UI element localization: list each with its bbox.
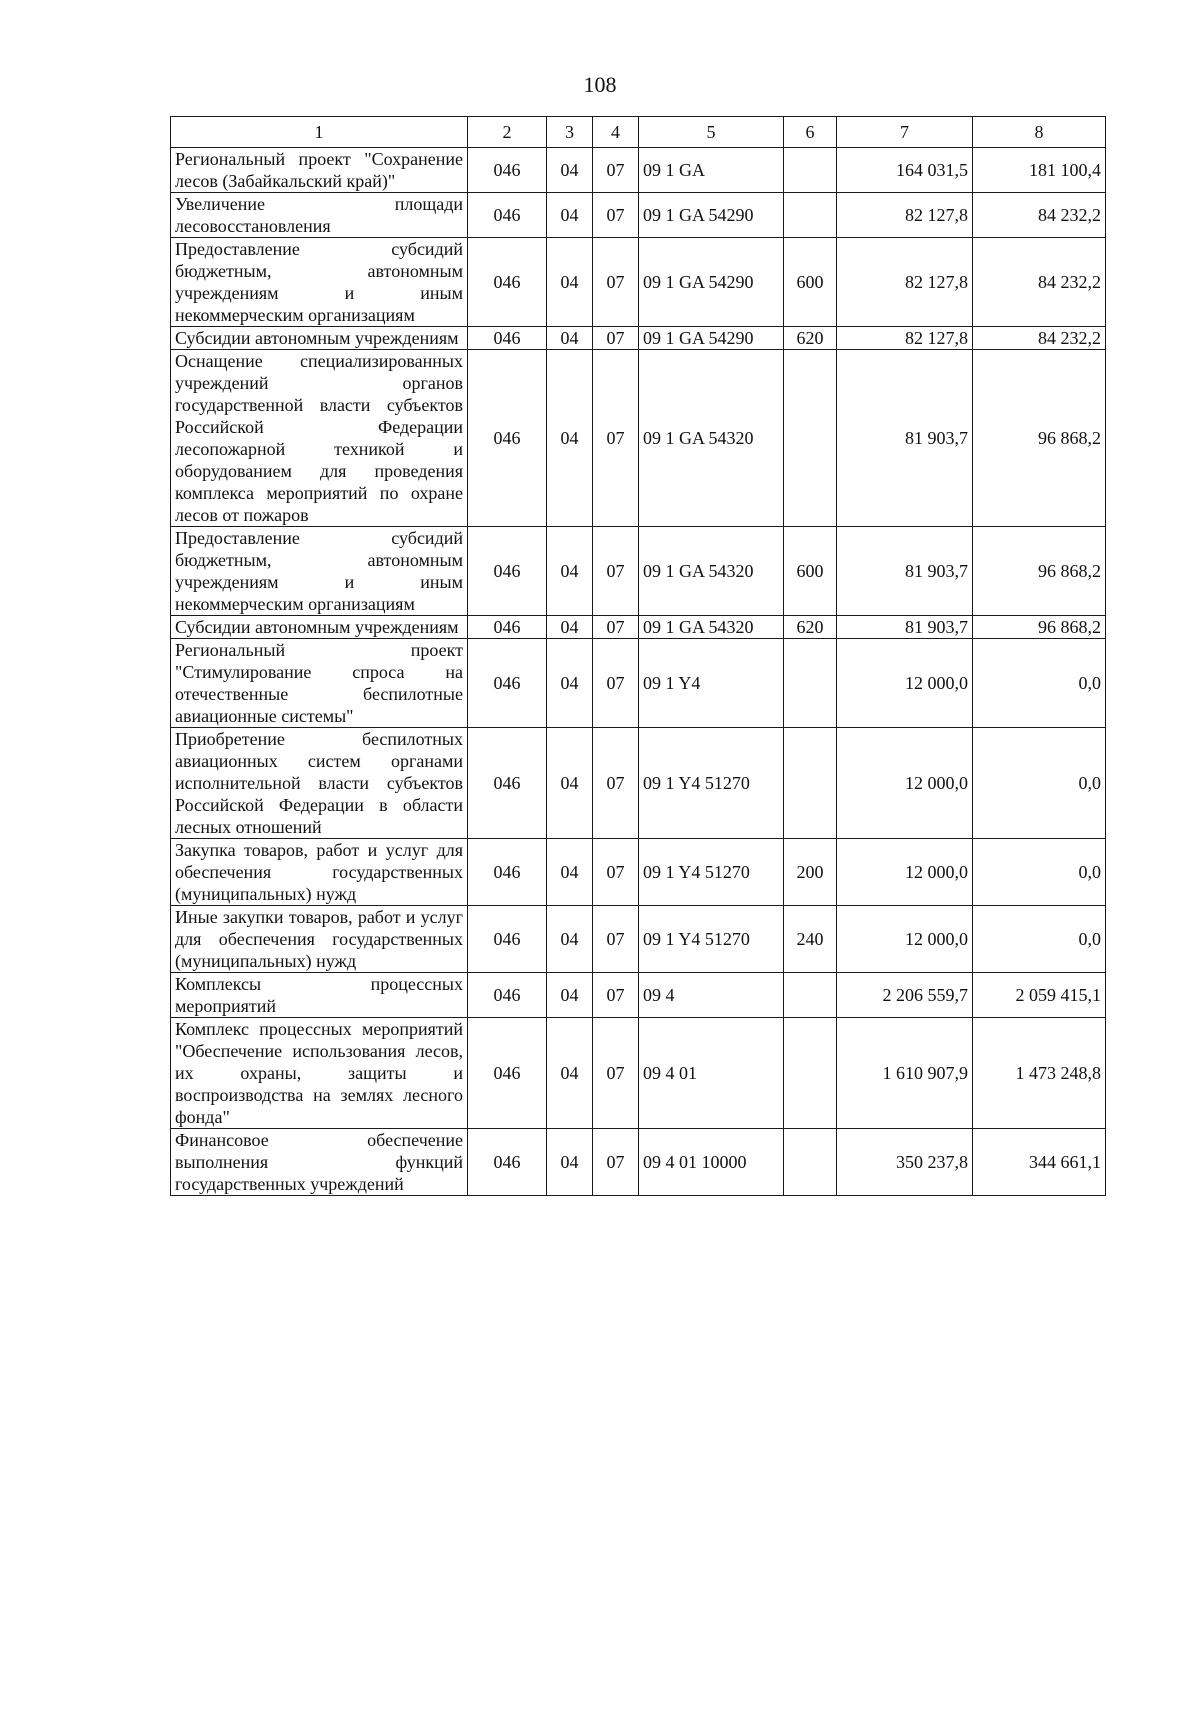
cell-col5: 09 1 GA 54320 [639,527,784,616]
cell-col2: 046 [468,839,547,906]
cell-col8: 96 868,2 [973,616,1106,639]
cell-col8: 344 661,1 [973,1129,1106,1196]
page-number: 108 [583,72,617,97]
table-row [171,238,1106,327]
cell-col7: 164 031,5 [837,148,973,193]
cell-col2: 046 [468,1129,547,1196]
table-row [171,193,1106,238]
cell-col8: 84 232,2 [973,238,1106,327]
column-header: 8 [973,117,1106,148]
cell-col2: 046 [468,973,547,1018]
cell-col2: 046 [468,350,547,527]
cell-col2: 046 [468,238,547,327]
cell-col5: 09 1 Y4 51270 [639,839,784,906]
cell-col2: 046 [468,193,547,238]
table-row [171,839,1106,906]
cell-col5: 09 1 Y4 51270 [639,906,784,973]
cell-col8: 0,0 [973,906,1106,973]
cell-col7: 12 000,0 [837,728,973,839]
cell-col5: 09 4 01 10000 [639,1129,784,1196]
cell-col6: 200 [784,839,837,906]
cell-col3: 04 [547,616,593,639]
cell-col2: 046 [468,527,547,616]
cell-col5: 09 1 Y4 [639,639,784,728]
column-header: 6 [784,117,837,148]
row-name: Субсидии автономным учреждениям [171,616,468,639]
cell-col8: 0,0 [973,639,1106,728]
column-header: 4 [593,117,639,148]
cell-col7: 81 903,7 [837,350,973,527]
table-row [171,327,1106,350]
cell-col2: 046 [468,148,547,193]
cell-col6 [784,148,837,193]
cell-col6 [784,1129,837,1196]
cell-col7: 81 903,7 [837,616,973,639]
cell-col7: 12 000,0 [837,639,973,728]
cell-col8: 0,0 [973,728,1106,839]
row-name: Региональный проект "Сохранение лесов (Забайкальский край)" [171,148,468,193]
cell-col4: 07 [593,327,639,350]
cell-col5: 09 1 Y4 51270 [639,728,784,839]
cell-col5: 09 1 GA 54320 [639,350,784,527]
cell-col3: 04 [547,350,593,527]
cell-col2: 046 [468,639,547,728]
cell-col4: 07 [593,148,639,193]
cell-col4: 07 [593,193,639,238]
cell-col5: 09 4 01 [639,1018,784,1129]
cell-col6: 600 [784,527,837,616]
row-name: Приобретение беспилотных авиационных систем органами исполнительной власти субъектов Российской Федерации в области лесных отношений [171,728,468,839]
cell-col7: 82 127,8 [837,327,973,350]
table-row [171,906,1106,973]
column-header: 7 [837,117,973,148]
cell-col7: 82 127,8 [837,193,973,238]
row-name: Комплексы процессных мероприятий [171,973,468,1018]
cell-col4: 07 [593,1129,639,1196]
cell-col7: 12 000,0 [837,839,973,906]
cell-col7: 2 206 559,7 [837,973,973,1018]
table-row [171,350,1106,527]
table-row [171,1018,1106,1129]
row-name: Комплекс процессных мероприятий "Обеспечение использования лесов, их охраны, защиты и воспроизводства на землях лесного фонда" [171,1018,468,1129]
cell-col3: 04 [547,238,593,327]
cell-col3: 04 [547,148,593,193]
cell-col6: 240 [784,906,837,973]
cell-col7: 82 127,8 [837,238,973,327]
cell-col5: 09 1 GA 54320 [639,616,784,639]
table-row [171,973,1106,1018]
cell-col4: 07 [593,527,639,616]
table-row [171,616,1106,639]
column-header: 5 [639,117,784,148]
row-name: Субсидии автономным учреждениям [171,327,468,350]
cell-col8: 0,0 [973,839,1106,906]
column-header: 1 [171,117,468,148]
cell-col8: 84 232,2 [973,193,1106,238]
cell-col7: 1 610 907,9 [837,1018,973,1129]
row-name: Предоставление субсидий бюджетным, автономным учреждениям и иным некоммерческим организациям [171,238,468,327]
cell-col4: 07 [593,616,639,639]
cell-col8: 84 232,2 [973,327,1106,350]
cell-col4: 07 [593,238,639,327]
cell-col4: 07 [593,839,639,906]
cell-col7: 81 903,7 [837,527,973,616]
cell-col3: 04 [547,327,593,350]
cell-col6: 600 [784,238,837,327]
cell-col3: 04 [547,906,593,973]
cell-col4: 07 [593,639,639,728]
cell-col8: 181 100,4 [973,148,1106,193]
cell-col5: 09 1 GA 54290 [639,327,784,350]
column-header: 3 [547,117,593,148]
cell-col8: 2 059 415,1 [973,973,1106,1018]
cell-col3: 04 [547,527,593,616]
cell-col6 [784,350,837,527]
table-row [171,639,1106,728]
budget-table [170,116,1106,1196]
cell-col6: 620 [784,327,837,350]
cell-col4: 07 [593,350,639,527]
table-row [171,1129,1106,1196]
cell-col2: 046 [468,616,547,639]
cell-col3: 04 [547,728,593,839]
cell-col3: 04 [547,1018,593,1129]
cell-col4: 07 [593,906,639,973]
table-body [171,148,1106,1196]
row-name: Оснащение специализированных учреждений органов государственной власти субъектов Российской Федерации лесопожарной техникой и оборудованием для проведения комплекса мероприятий по охране лесов от пожаров [171,350,468,527]
cell-col3: 04 [547,1129,593,1196]
cell-col2: 046 [468,906,547,973]
row-name: Финансовое обеспечение выполнения функций государственных учреждений [171,1129,468,1196]
cell-col8: 1 473 248,8 [973,1018,1106,1129]
cell-col7: 12 000,0 [837,906,973,973]
cell-col6 [784,1018,837,1129]
cell-col2: 046 [468,728,547,839]
row-name: Региональный проект "Стимулирование спроса на отечественные беспилотные авиационные системы" [171,639,468,728]
cell-col8: 96 868,2 [973,527,1106,616]
table-row [171,728,1106,839]
cell-col2: 046 [468,1018,547,1129]
cell-col3: 04 [547,839,593,906]
cell-col6 [784,973,837,1018]
row-name: Закупка товаров, работ и услуг для обеспечения государственных (муниципальных) нужд [171,839,468,906]
cell-col6 [784,728,837,839]
cell-col5: 09 4 [639,973,784,1018]
cell-col5: 09 1 GA 54290 [639,238,784,327]
row-name: Увеличение площади лесовосстановления [171,193,468,238]
cell-col5: 09 1 GA 54290 [639,193,784,238]
row-name: Иные закупки товаров, работ и услуг для обеспечения государственных (муниципальных) нужд [171,906,468,973]
cell-col3: 04 [547,639,593,728]
cell-col7: 350 237,8 [837,1129,973,1196]
table-row [171,148,1106,193]
cell-col4: 07 [593,728,639,839]
cell-col3: 04 [547,193,593,238]
cell-col6 [784,193,837,238]
cell-col6: 620 [784,616,837,639]
cell-col3: 04 [547,973,593,1018]
header-row [171,117,1106,148]
row-name: Предоставление субсидий бюджетным, автономным учреждениям и иным некоммерческим организациям [171,527,468,616]
cell-col6 [784,639,837,728]
cell-col4: 07 [593,1018,639,1129]
table-row [171,527,1106,616]
column-header: 2 [468,117,547,148]
cell-col8: 96 868,2 [973,350,1106,527]
cell-col4: 07 [593,973,639,1018]
cell-col5: 09 1 GA [639,148,784,193]
cell-col2: 046 [468,327,547,350]
